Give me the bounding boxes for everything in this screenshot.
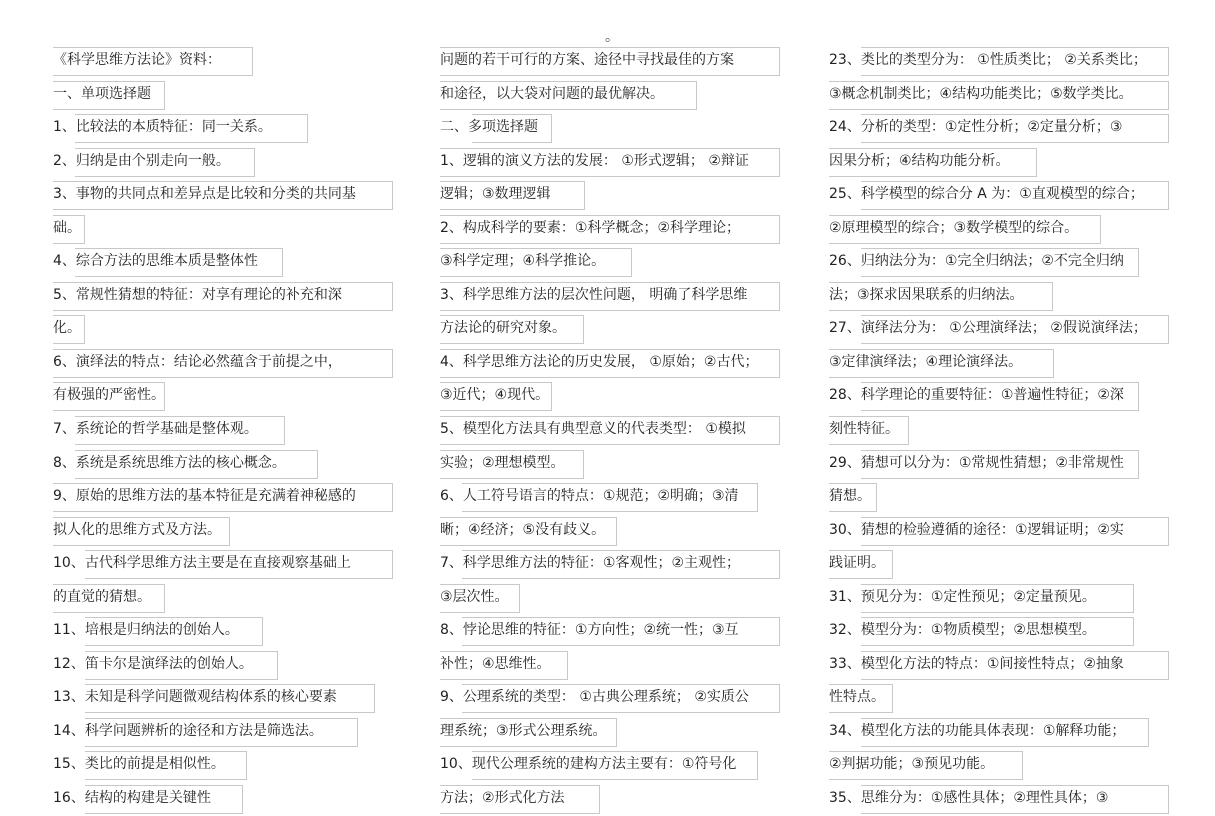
line-text: 10、现代公理系统的建构方法主要有：①符号化 xyxy=(440,756,737,773)
text-line xyxy=(829,178,1147,212)
text-line xyxy=(829,547,1147,581)
line-text: 晰；④经济；⑤没有歧义。 xyxy=(440,521,606,538)
text-line xyxy=(53,648,356,682)
text-line xyxy=(53,782,356,816)
top-mark: 。 xyxy=(605,29,619,45)
text-line xyxy=(829,245,1147,279)
line-text: 8、悖论思维的特征：①方向性；②统一性；③互 xyxy=(440,622,739,639)
text-line xyxy=(53,413,356,447)
line-text: 和途径，以大袋对问题的最优解决。 xyxy=(440,85,664,102)
line-text: 6、人工符号语言的特点：①规范；②明确；③清 xyxy=(440,488,739,505)
text-line xyxy=(440,782,758,816)
line-text: 实验；②理想模型。 xyxy=(440,454,565,471)
text-line xyxy=(829,681,1147,715)
line-text: 3、科学思维方法的层次性问题， 明确了科学思维 xyxy=(440,286,748,303)
line-text: 32、模型分为：①物质模型；②思想模型。 xyxy=(829,622,1096,639)
line-text: 一、单项选择题 xyxy=(53,85,151,102)
line-text: ③层次性。 xyxy=(440,588,509,605)
line-text: 34、模型化方法的功能具体表现：①解释功能； xyxy=(829,722,1126,739)
text-line xyxy=(440,514,758,548)
text-line xyxy=(829,78,1147,112)
text-line xyxy=(440,78,758,112)
text-line xyxy=(829,212,1147,246)
line-text: 9、原始的思维方法的基本特征是充满着神秘感的 xyxy=(53,488,356,505)
text-line xyxy=(829,279,1147,313)
text-line xyxy=(53,514,356,548)
line-text: 8、系统是系统思维方法的核心概念。 xyxy=(53,454,286,471)
text-line xyxy=(440,111,758,145)
line-text: 1、逻辑的演义方法的发展： ①形式逻辑； ②辩证 xyxy=(440,152,749,169)
line-text: 理系统；③形式公理系统。 xyxy=(440,722,607,739)
text-line xyxy=(440,346,758,380)
text-line xyxy=(53,78,356,112)
text-line xyxy=(440,178,758,212)
line-text: 础。 xyxy=(53,219,81,236)
line-text: 10、古代科学思维方法主要是在直接观察基础上 xyxy=(53,555,351,572)
text-line xyxy=(53,346,356,380)
text-line xyxy=(53,279,356,313)
text-line xyxy=(53,614,356,648)
text-line xyxy=(53,111,356,145)
line-text: 践证明。 xyxy=(829,555,885,572)
text-line xyxy=(440,245,758,279)
line-text: ③概念机制类比；④结构功能类比；⑤数学类比。 xyxy=(829,85,1133,102)
text-line xyxy=(53,178,356,212)
text-line xyxy=(829,379,1147,413)
line-text: 二、多项选择题 xyxy=(440,119,538,136)
column-right xyxy=(829,44,1147,816)
line-text: 3、事物的共同点和差异点是比较和分类的共同基 xyxy=(53,186,356,203)
text-line xyxy=(440,648,758,682)
line-text: 4、综合方法的思维本质是整体性 xyxy=(53,253,258,270)
text-line xyxy=(53,44,356,78)
column-middle xyxy=(440,44,758,816)
line-text: 有极强的严密性。 xyxy=(53,387,165,404)
line-text: 的直觉的猜想。 xyxy=(53,588,151,605)
text-line xyxy=(53,145,356,179)
line-text: 25、科学模型的综合分 A 为：①直观模型的综合； xyxy=(829,186,1144,203)
line-text: 逻辑；③数理逻辑 xyxy=(440,186,551,203)
line-text: 31、预见分为：①定性预见；②定量预见。 xyxy=(829,588,1096,605)
text-line xyxy=(440,379,758,413)
text-line xyxy=(53,447,356,481)
text-line xyxy=(829,614,1147,648)
line-text: 33、模型化方法的特点：①间接性特点；②抽象 xyxy=(829,655,1124,672)
line-text: 性特点。 xyxy=(829,689,885,706)
text-line xyxy=(829,145,1147,179)
text-line xyxy=(829,312,1147,346)
line-text: 7、科学思维方法的特征：①客观性；②主观性； xyxy=(440,555,741,572)
text-line xyxy=(440,681,758,715)
text-line xyxy=(829,514,1147,548)
text-line xyxy=(829,581,1147,615)
line-text: 2、构成科学的要素：①科学概念；②科学理论； xyxy=(440,219,741,236)
line-text: 14、科学问题辨析的途径和方法是筛选法。 xyxy=(53,722,323,739)
line-text: 13、未知是科学问题微观结构体系的核心要素 xyxy=(53,689,337,706)
line-text: 26、归纳法分为：①完全归纳法；②不完全归纳 xyxy=(829,253,1124,270)
line-text: 方法；②形式化方法 xyxy=(440,790,565,807)
line-text: 5、模型化方法具有典型意义的代表类型： ①模拟 xyxy=(440,421,746,438)
line-text: 法；③探求因果联系的归纳法。 xyxy=(829,286,1024,303)
line-text: 刻性特征。 xyxy=(829,421,899,438)
text-line xyxy=(53,581,356,615)
line-text: 35、思维分为：①感性具体；②理性具体；③ xyxy=(829,790,1109,807)
line-text: 24、分析的类型：①定性分析；②定量分析；③ xyxy=(829,119,1123,136)
line-text: 补性；④思维性。 xyxy=(440,655,551,672)
line-text: 化。 xyxy=(53,320,81,337)
text-line xyxy=(440,279,758,313)
line-text: 28、科学理论的重要特征：①普遍性特征；②深 xyxy=(829,387,1124,404)
text-line xyxy=(53,748,356,782)
line-text: 4、科学思维方法论的历史发展， ①原始；②古代； xyxy=(440,353,759,370)
text-line xyxy=(53,312,356,346)
line-text: ②原理模型的综合；③数学模型的综合。 xyxy=(829,219,1079,236)
line-text: ③定律演绎法；④理论演绎法。 xyxy=(829,353,1023,370)
text-line xyxy=(440,748,758,782)
text-line xyxy=(829,748,1147,782)
text-line xyxy=(440,44,758,78)
text-line xyxy=(829,413,1147,447)
line-text: 方法论的研究对象。 xyxy=(440,320,566,337)
text-line xyxy=(440,715,758,749)
line-text: ②判据功能；③预见功能。 xyxy=(829,756,995,773)
text-line xyxy=(53,715,356,749)
text-line xyxy=(53,480,356,514)
text-line xyxy=(829,715,1147,749)
text-line xyxy=(829,346,1147,380)
text-line xyxy=(440,480,758,514)
line-text: 16、结构的构建是关键性 xyxy=(53,790,211,807)
text-line xyxy=(829,648,1147,682)
text-line xyxy=(440,547,758,581)
text-line xyxy=(829,447,1147,481)
line-text: 拟人化的思维方式及方法。 xyxy=(53,521,221,538)
text-line xyxy=(440,212,758,246)
text-line xyxy=(440,312,758,346)
line-text: 因果分析；④结构功能分析。 xyxy=(829,152,1010,169)
text-line xyxy=(440,581,758,615)
text-line xyxy=(440,614,758,648)
line-text: 12、笛卡尔是演绎法的创始人。 xyxy=(53,655,253,672)
text-line xyxy=(829,480,1147,514)
line-text: 猜想。 xyxy=(829,488,871,505)
text-line xyxy=(440,145,758,179)
line-text: 11、培根是归纳法的创始人。 xyxy=(53,622,239,639)
text-line xyxy=(440,447,758,481)
line-text: 问题的若干可行的方案、途径中寻找最佳的方案 xyxy=(440,52,734,68)
line-text: ③近代；④现代。 xyxy=(440,387,550,404)
line-text: 29、猜想可以分为：①常规性猜想；②非常规性 xyxy=(829,454,1124,471)
line-text: 9、公理系统的类型： ①古典公理系统； ②实质公 xyxy=(440,689,749,706)
line-text: 2、归纳是由个别走向一般。 xyxy=(53,152,230,169)
line-text: 6、演绎法的特点：结论必然蕴含于前提之中， xyxy=(53,353,342,370)
text-line xyxy=(53,681,356,715)
text-line xyxy=(53,379,356,413)
line-text: 30、猜想的检验遵循的途径：①逻辑证明；②实 xyxy=(829,521,1124,538)
text-line xyxy=(829,782,1147,816)
text-line xyxy=(440,413,758,447)
line-text: 1、比较法的本质特征：同一关系。 xyxy=(53,119,272,136)
text-line xyxy=(53,547,356,581)
text-line xyxy=(53,245,356,279)
line-text: 《科学思维方法论》资料： xyxy=(53,52,221,68)
text-line xyxy=(53,212,356,246)
line-text: ③科学定理；④科学推论。 xyxy=(440,253,606,270)
line-text: 23、类比的类型分为： ①性质类比； ②关系类比； xyxy=(829,52,1147,68)
line-text: 5、常规性猜想的特征：对享有理论的补充和深 xyxy=(53,286,342,303)
line-text: 15、类比的前提是相似性。 xyxy=(53,756,225,773)
line-text: 27、演绎法分为： ①公理演绎法； ②假说演绎法； xyxy=(829,320,1147,337)
column-left xyxy=(53,44,356,816)
text-line xyxy=(829,111,1147,145)
line-text: 7、系统论的哲学基础是整体观。 xyxy=(53,421,258,438)
text-line xyxy=(829,44,1147,78)
